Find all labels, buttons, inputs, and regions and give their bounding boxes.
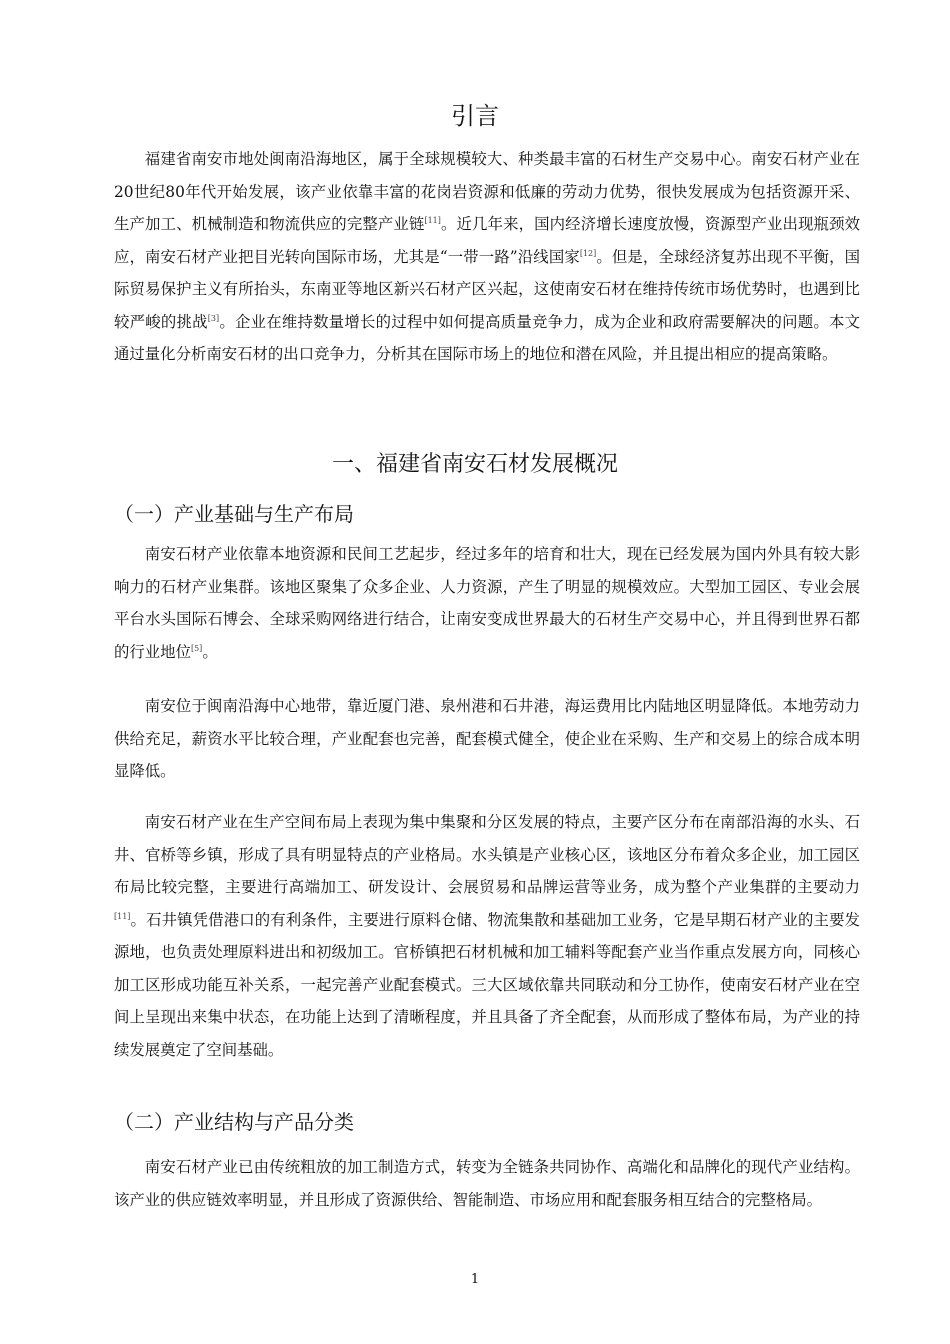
subsection-2-paragraph-1: 南安石材产业已由传统粗放的加工制造方式，转变为全链条共同协作、高端化和品牌化的现代产业结构。该产业的供应链效率明显，并且形成了资源供给、智能制造、市场应用和配套服务相互结合的完整格局。 (114, 1158, 860, 1209)
subsection-1-paragraph-1: 南安石材产业依靠本地资源和民间工艺起步，经过多年的培育和壮大，现在已经发展为国内外具有较大影响力的石材产业集群。该地区聚集了众多企业、人力资源，产生了明显的规模效应。大型加工园区、专业会展平台水头国际石博会、全球采购网络进行结合，让南安变成世界最大的石材生产交易中心，并且得到世界石都的行业地位[5]。 (114, 545, 860, 661)
citation-ref: [3] (207, 313, 220, 323)
citation-ref: [12] (579, 248, 597, 258)
intro-heading: 引言 (451, 102, 499, 130)
subsection-2-heading: （二）产业结构与产品分类 (114, 1110, 354, 1134)
citation-ref: [11] (424, 215, 441, 225)
page-number: 1 (470, 1272, 480, 1287)
section-1-heading: 一、福建省南安石材发展概况 (331, 452, 618, 477)
subsection-1-heading: （一）产业基础与生产布局 (114, 502, 354, 526)
subsection-1-paragraph-3: 南安石材产业在生产空间布局上表现为集中集聚和分区发展的特点，主要产区分布在南部沿海的水头、石井、官桥等乡镇，形成了具有明显特点的产业格局。水头镇是产业核心区，该地区分布着众多企业，加工园区布局比较完整，主要进行高端加工、研发设计、会展贸易和品牌运营等业务，成为整个产业集群的主要动力[11]。石井镇凭借港口的有利条件，主要进行原料仓储、物流集散和基础加工业务，它是早期石材产业的主要发源地，也负责处理原料进出和初级加工。官桥镇把石材机械和加工辅料等配套产业当作重点发展方向，同核心加工区形成功能互补关系，一起完善产业配套模式。三大区域依靠共同联动和分工协作，使南安石材产业在空间上呈现出来集中状态，在功能上达到了清晰程度，并且具备了齐全配套，从而形成了整体布局，为产业的持续发展奠定了空间基础。 (114, 813, 860, 1059)
citation-ref: [11] (114, 911, 131, 921)
citation-ref: [5] (190, 643, 203, 653)
intro-paragraph: 福建省南安市地处闽南沿海地区，属于全球规模较大、种类最丰富的石材生产交易中心。南安石材产业在20世纪80年代开始发展，该产业依靠丰富的花岗岩资源和低廉的劳动力优势，很快发展成为包括资源开采、生产加工、机械制造和物流供应的完整产业链[11]。近几年来，国内经济增长速度放慢，资源型产业出现瓶颈效应，南安石材产业把目光转向国际市场，尤其是“一带一路”沿线国家[12]。但是，全球经济复苏出现不平衡，国际贸易保护主义有所抬头，东南亚等地区新兴石材产区兴起，这使南安石材在维持传统市场优势时，也遇到比较严峻的挑战[3]。企业在维持数量增长的过程中如何提高质量竞争力，成为企业和政府需要解决的问题。本文通过量化分析南安石材的出口竞争力，分析其在国际市场上的地位和潜在风险，并且提出相应的提高策略。 (114, 150, 860, 363)
subsection-1-paragraph-2: 南安位于闽南沿海中心地带，靠近厦门港、泉州港和石井港，海运费用比内陆地区明显降低。本地劳动力供给充足，薪资水平比较合理，产业配套也完善，配套模式健全，使企业在采购、生产和交易上的综合成本明显降低。 (114, 697, 860, 780)
